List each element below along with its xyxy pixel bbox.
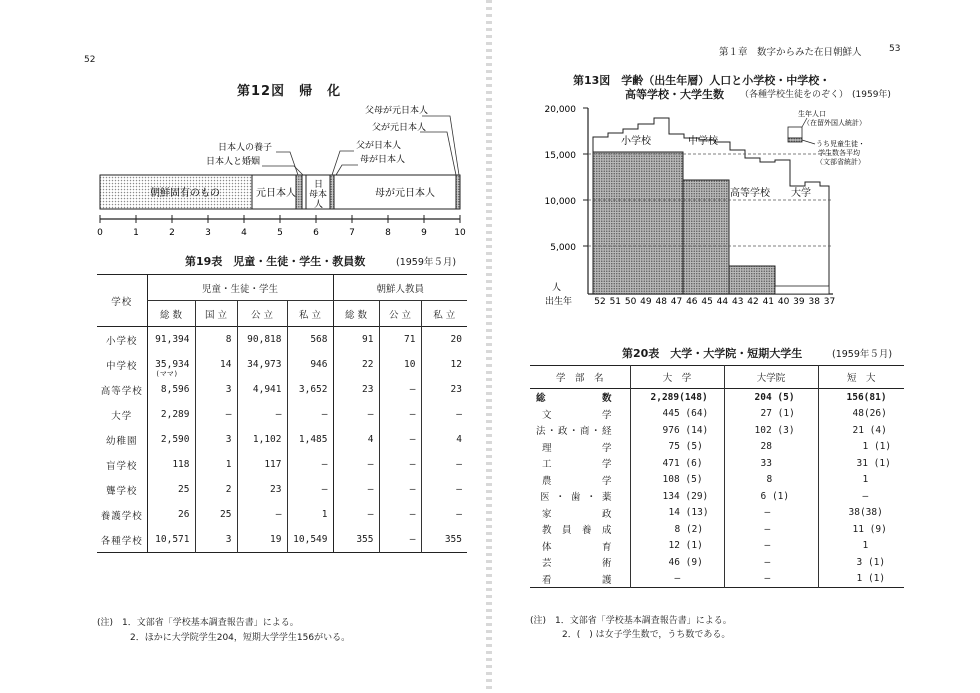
fig13-xtick: 41 [762, 297, 775, 307]
fig12-tick: 3 [205, 228, 211, 238]
table20-row: 体育 12 (1) — 1 [530, 538, 904, 555]
fig13-legend-4: 学生数各平均 [818, 149, 860, 157]
fig13-label-high: 高等学校 [730, 188, 770, 199]
fig12-segment-marriage [302, 175, 306, 209]
table19-row: 各種学校 10,571 3 19 10,549 355 — 355 [97, 527, 467, 553]
table20-row: 農学 108 (5) 8 1 [530, 472, 904, 489]
fig13-xtick: 42 [747, 297, 759, 307]
fig12-label-mother-former: 母が元日本人 [375, 188, 435, 199]
table20-row: 法・政・商・経 976 (14) 102 (3) 21 (4) [530, 422, 904, 439]
table19-group1: 児童・生徒・学生 [147, 275, 333, 301]
table20-row: 文学 445 (64) 27 (1) 48(26) [530, 406, 904, 423]
page-number-right: 53 [889, 44, 901, 54]
table19-date: (1959年５月) [396, 257, 457, 268]
table19-row: 高等学校 8,596 3 4,941 3,652 23 — 23 [97, 377, 467, 402]
fig13-xtick: 45 [701, 297, 713, 307]
table19-col: 私 立 [287, 301, 333, 327]
page-number-left: 52 [84, 55, 96, 65]
table19-row: 幼稚園 2,590 3 1,102 1,485 4 — 4 [97, 427, 467, 452]
table20-note-2: 2．( ) は女子学生数で，うち数である。 [562, 630, 731, 640]
table19-col: 私 立 [421, 301, 467, 327]
fig13-xtick: 40 [777, 297, 790, 307]
table20 [530, 365, 904, 588]
fig12-naturalization-chart [90, 98, 475, 240]
table20-col: 学 部 名 [555, 373, 604, 384]
fig13-legend-1: 生年人口 [798, 110, 826, 118]
fig13-ytick: 20,000 [544, 105, 576, 115]
fig13-xtick: 49 [640, 297, 652, 307]
fig12-segment-adoption [296, 175, 302, 209]
table20-col: 大学院 [724, 366, 818, 389]
fig12-tick: 8 [385, 228, 391, 238]
table20-title: 第20表 大学・大学院・短期大学生 [622, 347, 803, 360]
table19-col: 総 数 [333, 301, 379, 327]
fig12-callout-adoption: 日本人の養子 [218, 143, 273, 153]
table20-note-1: (注) 1．文部省「学校基本調査報告書」による。 [530, 616, 732, 626]
table19-rowhead: 学校 [97, 275, 147, 327]
fig12-tick: 10 [454, 228, 466, 238]
table19-group2: 朝鮮人教員 [333, 275, 467, 301]
fig13-legend-2: （在留外国人統計） [803, 119, 866, 127]
table20-col: 大 学 [630, 366, 724, 389]
table19-row: 盲学校 118 1 117 — — — — [97, 452, 467, 477]
fig12-label-korean: 朝鮮固有のもの [150, 188, 220, 199]
fig12-callout-father-japanese: 父が日本人 [356, 141, 402, 151]
table19-row: 大学 2,289 — — — — — — [97, 402, 467, 427]
fig13-label-elementary: 小学校 [621, 136, 651, 147]
fig13-title-2: 高等学校・大学生数 [625, 88, 724, 101]
fig13-xtick: 46 [686, 297, 698, 307]
fig12-callout-both: 父母が元日本人 [365, 106, 429, 116]
fig13-xtick: 43 [731, 297, 744, 307]
table19-row: 養護学校 26 25 — 1 — — — [97, 502, 467, 527]
fig13-xtick: 39 [793, 297, 805, 307]
table19-col: 国 立 [195, 301, 237, 327]
fig13-xtick: 37 [823, 297, 836, 307]
fig13-label-junior: 中学校 [688, 136, 718, 147]
fig13-label-univ: 大学 [791, 188, 811, 199]
fig13-ytick: 5,000 [550, 243, 576, 253]
fig13-legend-3: うち児童生徒・ [816, 140, 865, 148]
fig12-tick: 1 [133, 228, 139, 238]
fig13-ytick: 15,000 [544, 151, 576, 161]
fig13-chart [533, 100, 903, 308]
fig13-ytick: 10,000 [544, 197, 576, 207]
table19-note-mama: (ママ) [155, 370, 178, 378]
fig13-bar-high-school [729, 266, 775, 294]
table19-col: 総 数 [147, 301, 195, 327]
fig12-callout-father: 父が元日本人 [372, 123, 427, 133]
fig13-xtick: 52 [594, 297, 606, 307]
fig13-xtick: 51 [609, 297, 622, 307]
table19-row: 小学校 91,394 8 90,818 568 91 71 20 [97, 327, 467, 353]
fig12-callout-marriage: 日本人と婚姻 [206, 157, 261, 167]
fig13-bar-university [775, 286, 829, 294]
table19 [97, 274, 467, 553]
table20-row: 芸術 46 (9) — 3 (1) [530, 554, 904, 571]
table19-col: 公 立 [237, 301, 287, 327]
fig13-title-1: 第13図 学齢（出生年層）人口と小学校・中学校・ [573, 74, 831, 87]
fig13-legend-enrolled-swatch [788, 138, 802, 142]
fig12-tick: 7 [349, 228, 355, 238]
table20-date: (1959年５月) [832, 349, 893, 360]
table19-note-2: 2．ほかに大学院学生204，短期大学学生156がいる。 [130, 633, 351, 643]
fig12-tick: 4 [241, 228, 247, 238]
table20-row: 理学 75 (5) 28 1 (1) [530, 439, 904, 456]
fig13-legend-population-swatch [788, 127, 802, 138]
fig13-xlabel: 出生年 [545, 297, 573, 307]
table20-row: 工学 471 (6) 33 31 (1) [530, 455, 904, 472]
table20-row: 医・歯・薬 134 (29) 6 (1) — [530, 488, 904, 505]
table19-row: 中学校 35,934 (ママ) 14 34,973 946 22 10 12 [97, 352, 467, 377]
fig12-segment-father-former [456, 175, 460, 209]
fig13-xtick: 47 [670, 297, 683, 307]
fig13-xtick: 44 [716, 297, 729, 307]
fig12-tick: 6 [313, 228, 319, 238]
table20-row: 総 数 2,289(148) 204 (5) 156(81) [530, 389, 904, 406]
table19-title: 第19表 児童・生徒・学生・教員数 [185, 255, 366, 268]
page-gutter [486, 0, 492, 693]
fig13-date: (1959年) [852, 90, 891, 100]
fig12-label-former-japanese: 元日本人 [256, 188, 296, 199]
fig12-callout-mother-japanese: 母が日本人 [360, 155, 406, 165]
fig13-xtick: 38 [808, 297, 820, 307]
fig13-title-2b: （各種学校生徒をのぞく） [740, 90, 849, 100]
svg-text:人: 人 [314, 200, 324, 210]
table20-row: 教員養成 8 (2) — 11 (9) [530, 521, 904, 538]
fig12-label-mother-japanese-a: 日 [314, 180, 324, 190]
running-header: 第１章 数字からみた在日朝鮮人 [719, 47, 862, 58]
table19-note-1: (注) 1．文部省「学校基本調査報告書」による。 [97, 618, 299, 628]
table20-row: 家政 14 (13) — 38(38) [530, 505, 904, 522]
table20-col: 短 大 [818, 366, 904, 389]
table19-col: 公 立 [379, 301, 421, 327]
fig12-title: 第12図 帰 化 [237, 84, 342, 99]
table20-row: 看護 — — 1 (1) [530, 571, 904, 588]
fig13-xtick: 48 [655, 297, 667, 307]
fig13-xtick: 50 [624, 297, 637, 307]
fig12-tick: 0 [97, 228, 103, 238]
fig13-bar-junior-high [683, 180, 729, 294]
svg-text:母本: 母本 [309, 190, 328, 200]
fig12-tick: 5 [277, 228, 283, 238]
fig12-tick: 9 [421, 228, 427, 238]
fig13-bar-elementary [593, 152, 683, 294]
table19-row: 聾学校 25 2 23 — — — — [97, 477, 467, 502]
fig13-legend-5: （文部省統計） [816, 158, 865, 166]
fig13-yunit: 人 [552, 283, 562, 293]
fig12-tick: 2 [169, 228, 175, 238]
